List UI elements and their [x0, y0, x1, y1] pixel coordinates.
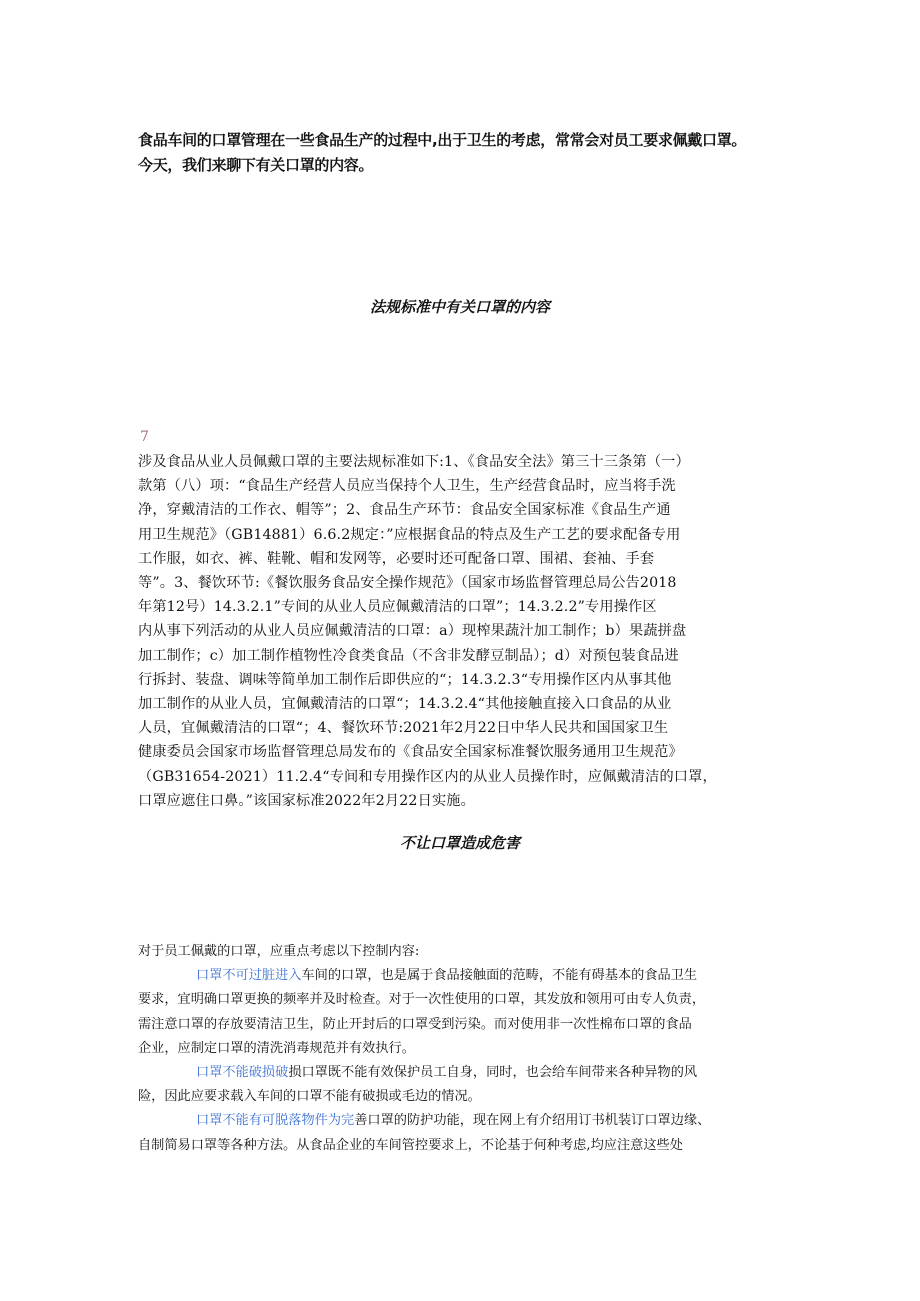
text-line: 加工制作的从业人员，宜佩戴清洁的口罩“；14.3.2.4“其他接触直接入口食品的从业	[138, 696, 672, 713]
text-line: 人员，宜佩戴清洁的口罩“；4、餐饮环节:2021年2月22日中华人民共和国国家卫生	[138, 720, 669, 737]
text-line: 款第（八）项：“食品生产经营人员应当保持个人卫生，生产经营食品时，应当将手洗	[138, 478, 676, 495]
highlight-text: 口罩不能有可脱落物件为完	[196, 1113, 355, 1129]
text-line: 年第12号）14.3.2.1”专间的从业人员应佩戴清洁的口罩”；14.3.2.2”专用操作区	[138, 599, 657, 616]
intro-paragraph	[138, 128, 798, 178]
text-line: 险，因此应要求载入车间的口罩不能有破损或毛边的情况。	[138, 1089, 481, 1105]
section-heading-regulations: 法规标准中有关口罩的内容	[369, 298, 550, 316]
text-line: 自制简易口罩等各种方法。从食品企业的车间管控要求上，不论基于何种考虑,均应注意这些处	[138, 1137, 683, 1153]
intro-line: 今天，我们来聊下有关口罩的内容。	[138, 156, 374, 174]
section-heading-hazards: 不让口罩造成危害	[399, 834, 520, 852]
text-line: 等”。3、餐饮环节:《餐饮服务食品安全操作规范》（国家市场监督管理总局公告2018	[138, 575, 677, 592]
paragraph-detachable-parts-first-line	[138, 1109, 788, 1133]
intro-line: 食品车间的口罩管理在一些食品生产的过程中,出于卫生的考虑，常常会对员工要求佩戴口罩。	[138, 131, 747, 149]
text-span: 车间的口罩，也是属于食品接触面的范畴，不能有碍基本的食品卫生	[301, 968, 698, 984]
paragraph-damaged-mask-first-line	[138, 1061, 788, 1085]
text-line: 要求，宜明确口罩更换的频率并及时检查。对于一次性使用的口罩，其发放和领用可由专人负责，	[138, 992, 706, 1008]
text-line: 工作服，如衣、裤、鞋靴、帽和发网等，必要时还可配备口罩、围裙、套袖、手套	[138, 550, 655, 567]
text-line: 健康委员会国家市场监督管理总局发布的《食品安全国家标准餐饮服务通用卫生规范》	[138, 744, 683, 761]
text-span: 善口罩的防护功能，现在网上有介绍用订书机装订口罩边缘、	[354, 1113, 711, 1129]
regulations-paragraph	[138, 450, 788, 813]
text-line: 口罩应遮住口鼻。”该国家标准2022年2月22日实施。	[138, 792, 475, 809]
text-line: 需注意口罩的存放要清洁卫生，防止开封后的口罩受到污染。而对使用非一次性棉布口罩的食品	[138, 1016, 692, 1032]
control-section	[138, 940, 788, 1158]
text-line: 净，穿戴清洁的工作衣、帽等”；2、食品生产环节：食品安全国家标准《食品生产通	[138, 502, 671, 519]
text-line: 企业，应制定口罩的清洗消毒规范并有效执行。	[138, 1040, 415, 1056]
text-line: （GB31654-2021）11.2.4“专间和专用操作区内的从业人员操作时，应佩戴清洁的口罩，	[138, 768, 717, 785]
text-line: 用卫生规范》（GB14881）6.6.2规定：”应根据食品的特点及生产工艺的要求配备专用	[138, 526, 681, 543]
highlight-text: 口罩不可过脏进入	[196, 968, 302, 984]
lead-line: 对于员工佩戴的口罩，应重点考虑以下控制内容:	[138, 944, 420, 959]
paragraph-dirty-mask-first-line	[138, 964, 788, 988]
text-line: 行拆封、装盘、调味等简单加工制作后即供应的“；14.3.2.3“专用操作区内从事其他	[138, 671, 672, 688]
highlight-text: 口罩不能破损破	[196, 1065, 289, 1081]
text-line: 加工制作；c）加工制作植物性冷食类食品（不含非发酵豆制品）；d）对预包装食品进	[138, 647, 679, 664]
text-span: 损口罩既不能有效保护员工自身，同时，也会给车间带来各种异物的风	[288, 1065, 698, 1081]
page-number: 7	[140, 429, 149, 445]
text-line: 涉及食品从业人员佩戴口罩的主要法规标准如下:1、《食品安全法》第三十三条第（一）	[138, 454, 690, 470]
text-line: 内从事下列活动的从业人员应佩戴清洁的口罩：a）现榨果蔬汁加工制作；b）果蔬拼盘	[138, 623, 687, 640]
